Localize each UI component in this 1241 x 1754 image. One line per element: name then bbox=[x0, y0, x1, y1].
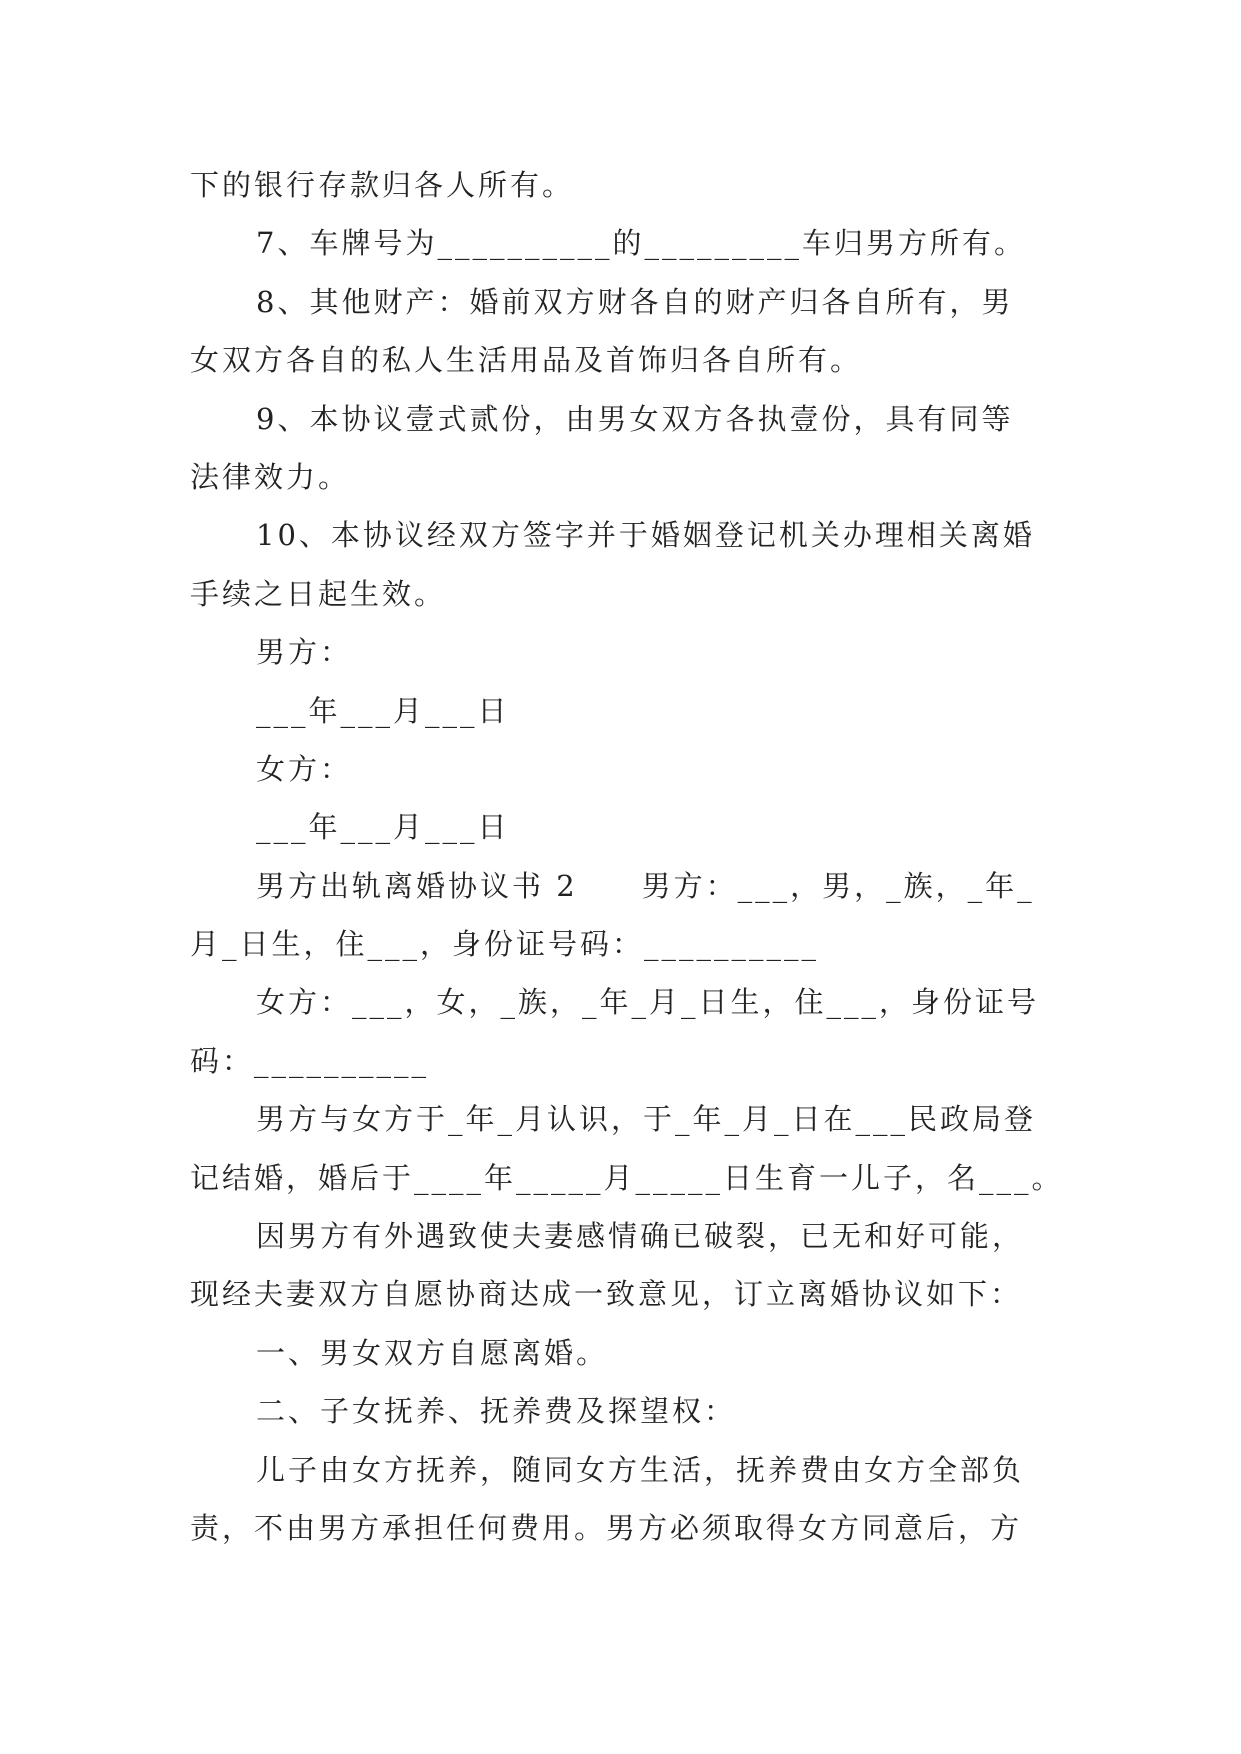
text-line: 一、男女双方自愿离婚。 bbox=[256, 1335, 609, 1370]
document-body bbox=[190, 156, 1064, 1557]
text-line: 儿子由女方抚养，随同女方生活，抚养费由女方全部负 bbox=[256, 1452, 1025, 1487]
text-line: 8、其他财产：婚前双方财各自的财产归各自所有，男 bbox=[256, 284, 1014, 319]
text-line: 女双方各自的私人生活用品及首饰归各自所有。 bbox=[190, 343, 863, 378]
text-line: 手续之日起生效。 bbox=[190, 576, 447, 611]
text-line: 责，不由男方承担任何费用。男方必须取得女方同意后，方 bbox=[190, 1510, 1023, 1545]
text-line: 法律效力。 bbox=[190, 459, 351, 494]
text-line: 因男方有外遇致使夫妻感情确已破裂，已无和好可能， bbox=[256, 1219, 1025, 1254]
text-line: 10、本协议经双方签字并于婚姻登记机关办理相关离婚 bbox=[256, 518, 1035, 553]
date-line-female: ___年___月___日 bbox=[256, 810, 510, 845]
text-line: 9、本协议壹式贰份，由男女双方各执壹份，具有同等 bbox=[256, 401, 1014, 436]
text-line: 记结婚，婚后于____年_____月_____日生育一儿子，名___。 bbox=[190, 1160, 1064, 1195]
text-line: 下的银行存款归各人所有。 bbox=[190, 168, 575, 202]
text-line: 二、子女抚养、抚养费及探望权： bbox=[256, 1394, 737, 1429]
text-line: 女方：___，女，_族，_年_月_日生，住___，身份证号 bbox=[256, 985, 1040, 1020]
text-line: 月_日生，住___，身份证号码：__________ bbox=[190, 927, 820, 962]
text-line: 男方出轨离婚协议书 2 男方：___，男，_族，_年_ bbox=[256, 868, 1035, 903]
text-line: 现经夫妻双方自愿协商达成一致意见，订立离婚协议如下： bbox=[190, 1277, 1023, 1312]
signature-label-male: 男方： bbox=[256, 635, 353, 670]
signature-label-female: 女方： bbox=[256, 751, 353, 786]
date-line-male: ___年___月___日 bbox=[256, 693, 510, 728]
text-line: 男方与女方于_年_月认识，于_年_月_日在___民政局登 bbox=[256, 1102, 1037, 1137]
text-line: 码：__________ bbox=[190, 1043, 430, 1078]
text-line: 7、车牌号为__________的_________车归男方所有。 bbox=[256, 226, 1026, 261]
